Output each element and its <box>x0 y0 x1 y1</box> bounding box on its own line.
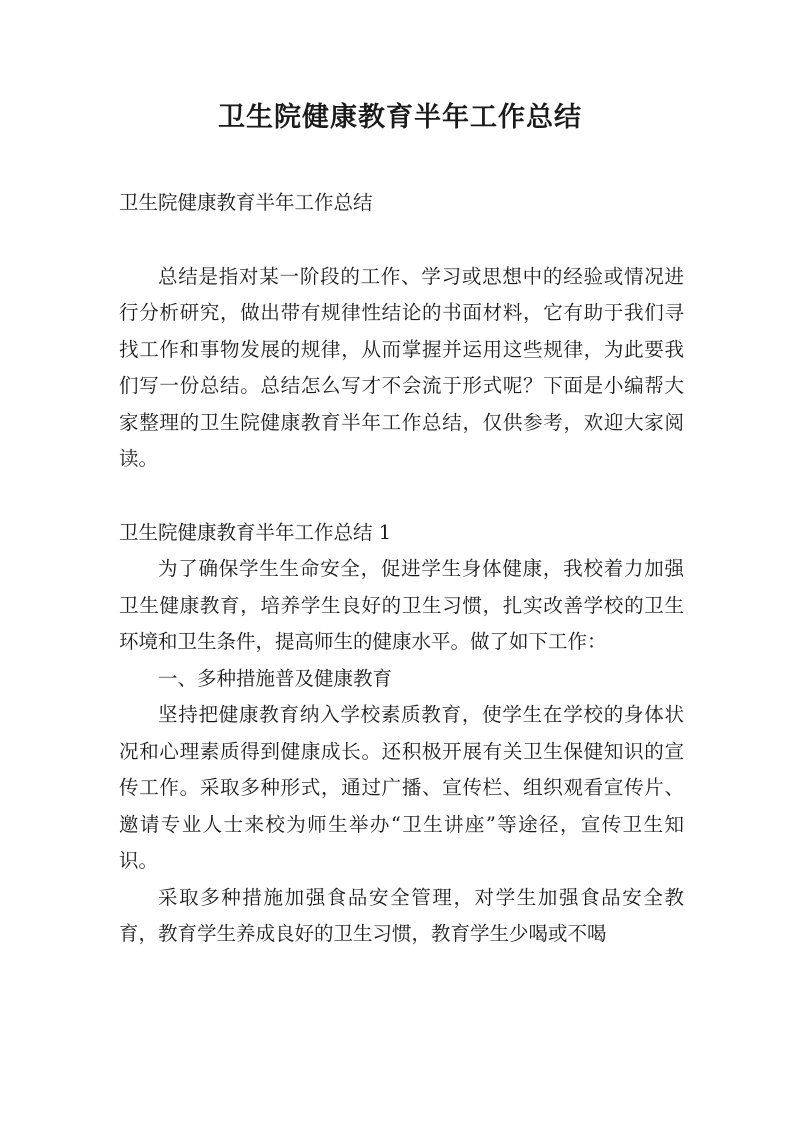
body-paragraph: 采取多种措施加强食品安全管理，对学生加强食品安全教育，教育学生养成良好的卫生习惯，教育学生少喝或不喝 <box>119 885 684 945</box>
body-paragraph: 为了确保学生生命安全，促进学生身体健康，我校着力加强卫生健康教育，培养学生良好的卫生习惯，扎实改善学校的卫生环境和卫生条件，提高师生的健康水平。做了如下工作： <box>119 557 684 653</box>
document-title: 卫生院健康教育半年工作总结 <box>218 102 582 133</box>
spacer <box>119 222 684 259</box>
document-subtitle: 卫生院健康教育半年工作总结 <box>119 191 373 214</box>
spacer <box>119 478 684 515</box>
intro-paragraph: 总结是指对某一阶段的工作、学习或思想中的经验或情况进行分析研究，做出带有规律性结论的书面材料，它有助于我们寻找工作和事物发展的规律，从而掌握并运用这些规律，为此要我们写一份总结。总结怎么写才不会流于形式呢？下面是小编帮大家整理的卫生院健康教育半年工作总结，仅供参考，欢迎大家阅读。 <box>119 264 684 470</box>
sub-heading: 一、多种措施普及健康教育 <box>158 666 393 690</box>
section-heading: 卫生院健康教育半年工作总结 1 <box>119 520 392 544</box>
document-body <box>119 185 684 953</box>
body-paragraph: 坚持把健康教育纳入学校素质教育，使学生在学校的身体状况和心理素质得到健康成长。还积极开展有关卫生保健知识的宣传工作。采取多种形式，通过广播、宣传栏、组织观看宣传片、邀请专业人士来校为师生举办“卫生讲座”等途径，宣传卫生知识。 <box>119 703 684 872</box>
